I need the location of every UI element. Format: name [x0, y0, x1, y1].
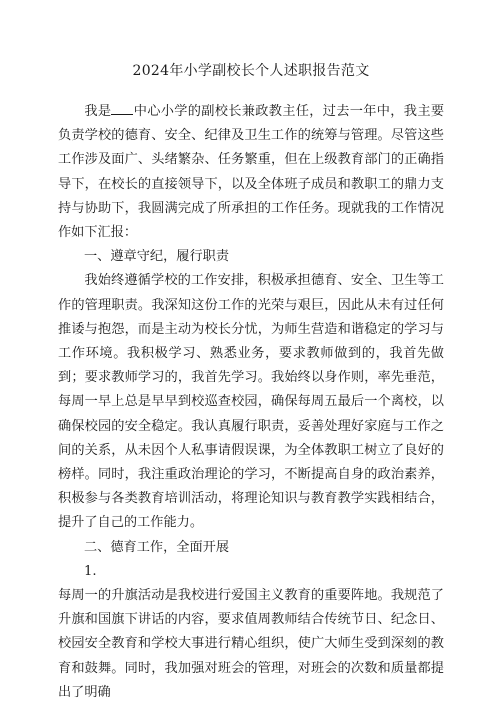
intro-paragraph: [58, 100, 444, 245]
section1-heading: 一、遵章守纪，履行职责: [84, 249, 230, 265]
section2-heading: 二、德育工作，全面开展: [84, 539, 230, 555]
name-blank: [111, 102, 133, 115]
intro-before-blank: 我是: [84, 104, 112, 119]
document-title: 2024年小学副校长个人述职报告范文: [132, 63, 370, 79]
intro-after-blank: 中心小学的副校长兼政教主任，过去一年中，我主要负责学校的德育、安全、纪律及卫生工作的统筹与管理。尽管这些工作涉及面广、头绪繁杂、任务繁重，但在上级教育部门的正确指导下，在校长的直接领导下，以及全体班子成员和教职工的鼎力支持与协助下，我圆满完成了所承担的工作任务。现就我的工作情况作如下汇报：: [58, 104, 445, 241]
section2-paragraph: 每周一的升旗活动是我校进行爱国主义教育的重要阵地。我规范了升旗和国旗下讲话的内容，要求值周教师结合传统节日、纪念日、校园安全教育和学校大事进行精心组织，使广大师生受到深刻的教育和鼓舞。同时，我加强对班会的管理，对班会的次数和质量都提出了明确: [58, 588, 444, 700]
section1-paragraph: 我始终遵循学校的工作安排，积极承担德育、安全、卫生等工作的管理职责。我深知这份工作的光荣与艰巨，因此从未有过任何推诿与抱怨，而是主动为校长分忧，为师生营造和谐稳定的学习与工作环境。我积极学习、熟悉业务，要求教师做到的，我首先做到；要求教师学习的，我首先学习。我始终以身作则，率先垂范，每周一早上总是早早到校巡查校园，确保每周五最后一个离校，以确保校园的安全稳定。我认真履行职责，妥善处理好家庭与工作之间的关系，从未因个人私事请假误课，为全体教职工树立了良好的榜样。同时，我注重政治理论的学习，不断提高自身的政治素养，积极参与各类教育培训活动，将理论知识与教育教学实践相结合，提升了自己的工作能力。: [58, 273, 444, 531]
section2-item-number: 1.: [84, 563, 97, 579]
